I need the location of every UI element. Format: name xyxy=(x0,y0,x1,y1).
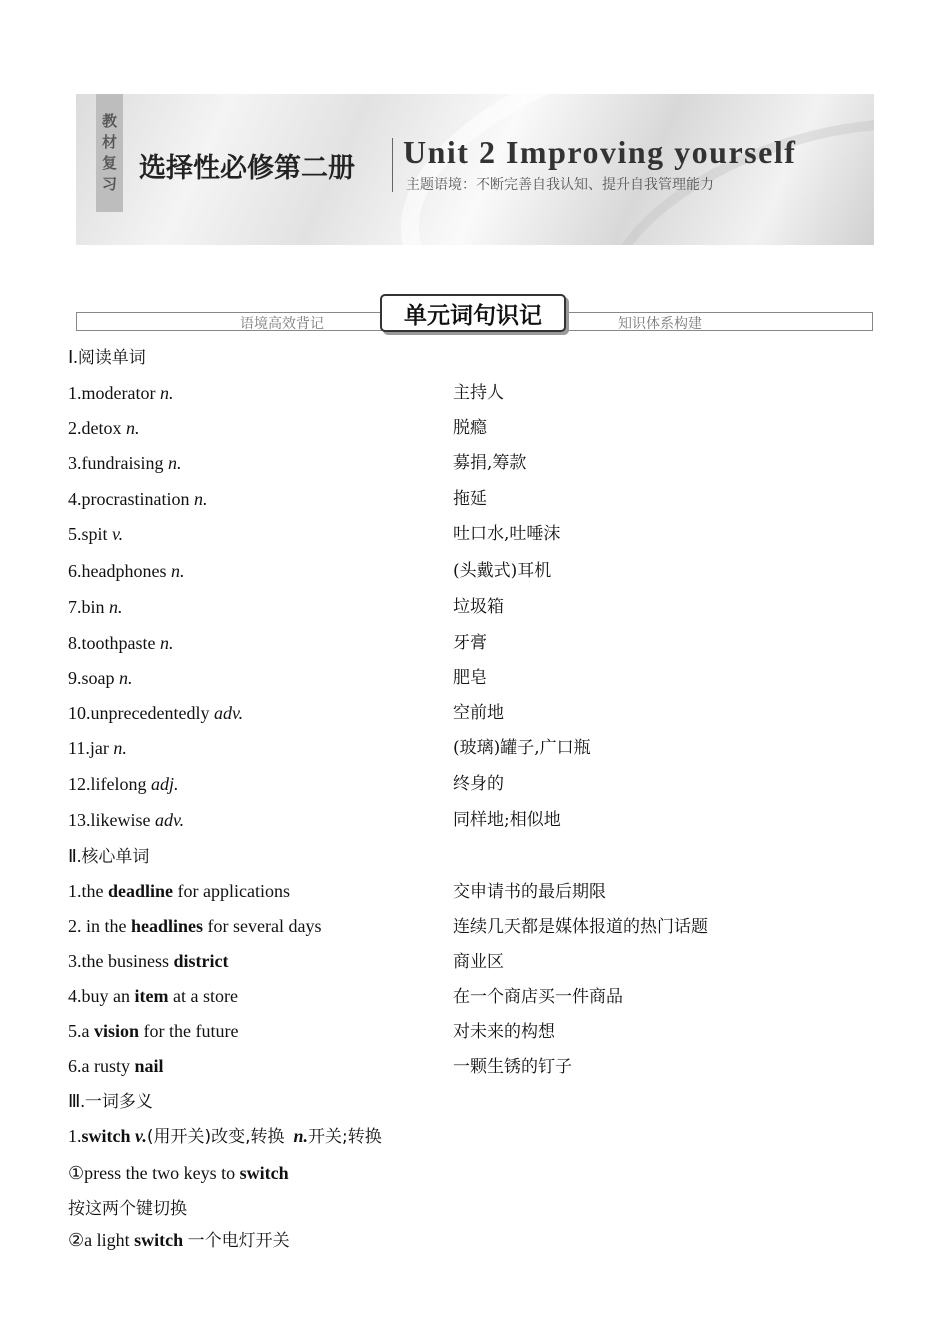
entry-number: 1. xyxy=(68,1126,82,1146)
part-of-speech: n. xyxy=(167,453,182,473)
example-key: switch xyxy=(239,1163,289,1183)
reading-word-meaning: 同样地;相似地 xyxy=(453,810,561,830)
example-mark: ① xyxy=(68,1163,85,1183)
core-phrase xyxy=(68,985,238,1007)
translation-key: 构想 xyxy=(521,1022,555,1042)
core-phrase-translation xyxy=(453,1055,572,1078)
reading-word-meaning: (玻璃)罐子,广口瓶 xyxy=(453,738,591,758)
reading-word-row xyxy=(68,632,174,654)
core-phrase-translation xyxy=(453,915,708,938)
core-phrase-translation xyxy=(453,985,623,1008)
heading-number: Ⅱ. xyxy=(68,846,82,866)
part-of-speech: adv. xyxy=(155,810,185,830)
reading-word-row xyxy=(68,596,123,618)
reading-word: 9.soap xyxy=(68,668,115,688)
reading-word-row xyxy=(68,560,184,582)
phrase-text: 3.the business xyxy=(68,951,174,971)
phrase-text: 5.a xyxy=(68,1021,94,1041)
part-of-speech: n. xyxy=(119,668,133,688)
heading-text: 一词多义 xyxy=(84,1092,153,1112)
translation-text: 交申请书的 xyxy=(453,882,538,902)
reading-word: 5.spit xyxy=(68,524,108,544)
example-text: press the two keys to xyxy=(84,1163,240,1183)
translation-text: 在一个商店买 xyxy=(453,987,555,1007)
core-phrase xyxy=(68,880,290,902)
phrase-text: for applications xyxy=(173,881,290,901)
phrase-text: for the future xyxy=(139,1021,239,1041)
core-phrase-translation xyxy=(453,950,504,973)
title-divider xyxy=(392,138,393,192)
side-tab-char: 习 xyxy=(101,175,117,193)
translation-key: 最后期限 xyxy=(538,882,606,902)
reading-word: 11.jar xyxy=(68,738,109,758)
section-bar-left-label: 语境高效背记 xyxy=(240,316,324,332)
reading-word: 12.lifelong xyxy=(68,774,147,794)
translation-text: 一颗生锈的 xyxy=(453,1057,538,1077)
part-of-speech: adv. xyxy=(213,703,244,723)
reading-word-row xyxy=(68,523,123,545)
example-2 xyxy=(68,1229,290,1252)
example-cn-key: 开关 xyxy=(255,1231,290,1251)
reading-word-meaning: 吐口水,吐唾沫 xyxy=(453,524,561,544)
reading-word-meaning: 垃圾箱 xyxy=(453,597,504,617)
section-title-box: 单元词句识记 xyxy=(380,294,566,332)
part-of-speech: n. xyxy=(159,383,174,403)
reading-word-row xyxy=(68,737,127,759)
reading-word: 2.detox xyxy=(68,418,122,438)
part-of-speech: v. xyxy=(112,524,124,544)
translation-key: 一件商品 xyxy=(555,987,623,1007)
core-word: nail xyxy=(134,1056,164,1076)
translation-key: 钉子 xyxy=(538,1057,572,1077)
core-phrase-translation xyxy=(453,1020,555,1043)
heading-text: 阅读单词 xyxy=(77,348,146,368)
entry-word: switch xyxy=(81,1126,131,1146)
example-1-english xyxy=(68,1162,289,1184)
core-phrase xyxy=(68,1055,164,1077)
phrase-text: at a store xyxy=(168,986,238,1006)
reading-word-meaning: 肥皂 xyxy=(453,668,487,688)
reading-word: 8.toothpaste xyxy=(68,633,156,653)
part-of-speech: n. xyxy=(170,561,185,581)
book-title: 选择性必修第二册 xyxy=(139,153,355,184)
example-mark: ② xyxy=(68,1230,85,1250)
core-word: headlines xyxy=(131,916,204,936)
reading-word-row xyxy=(68,809,184,831)
reading-word-row xyxy=(68,702,243,724)
entry-definition-1: (用开关)改变,转换 xyxy=(146,1127,285,1147)
unit-title: Unit 2 Improving yourself xyxy=(403,134,797,170)
core-word: deadline xyxy=(108,881,174,901)
reading-word-row xyxy=(68,667,133,689)
reading-word: 1.moderator xyxy=(68,383,156,403)
core-phrase-translation xyxy=(453,880,606,903)
phrase-text: for several days xyxy=(203,916,322,936)
side-tab-char: 教 xyxy=(101,112,117,130)
entry-pos-2: n. xyxy=(293,1126,309,1146)
part-of-speech: n. xyxy=(193,489,208,509)
part-of-speech: n. xyxy=(113,738,127,758)
example-key: switch xyxy=(134,1230,184,1250)
entry-pos-1: v. xyxy=(135,1126,147,1146)
unit-banner xyxy=(76,94,874,245)
reading-word-meaning: (头戴式)耳机 xyxy=(453,561,552,581)
reading-word: 3.fundraising xyxy=(68,453,164,473)
polysemy-entry xyxy=(68,1125,382,1148)
side-tab-char: 材 xyxy=(101,133,117,151)
translation-text: 商业 xyxy=(453,952,487,972)
core-word: district xyxy=(173,951,229,971)
part-of-speech: n. xyxy=(126,418,140,438)
reading-word: 10.unprecedentedly xyxy=(68,703,210,723)
core-word: vision xyxy=(94,1021,140,1041)
reading-word: 7.bin xyxy=(68,597,105,617)
translation-key: 区 xyxy=(487,952,504,972)
translation-text: 对未来的 xyxy=(453,1022,521,1042)
reading-word-meaning: 终身的 xyxy=(453,774,504,794)
side-tab-textbook-review xyxy=(96,94,123,212)
entry-definition-2: 开关;转换 xyxy=(308,1127,382,1147)
heading-number: Ⅲ. xyxy=(68,1091,85,1111)
reading-word-meaning: 空前地 xyxy=(453,703,504,723)
phrase-text: 1.the xyxy=(68,881,108,901)
reading-word: 6.headphones xyxy=(68,561,167,581)
reading-word-row xyxy=(68,452,181,474)
reading-word-meaning: 主持人 xyxy=(453,383,504,403)
core-word: item xyxy=(134,986,169,1006)
part-of-speech: n. xyxy=(109,597,123,617)
part2-heading xyxy=(68,845,149,868)
reading-word-row xyxy=(68,488,207,510)
translation-key: 媒体报道的热门话题 xyxy=(555,917,708,937)
side-tab-char: 复 xyxy=(101,154,117,172)
reading-word-meaning: 脱瘾 xyxy=(453,418,487,438)
core-phrase xyxy=(68,950,228,972)
example-cn-key: 切换 xyxy=(153,1199,187,1219)
heading-number: Ⅰ. xyxy=(68,347,78,367)
reading-word-meaning: 募捐,筹款 xyxy=(453,453,527,473)
reading-word-meaning: 牙膏 xyxy=(453,633,487,653)
phrase-text: 4.buy an xyxy=(68,986,135,1006)
example-cn-text: 一个电灯 xyxy=(187,1231,256,1251)
part3-heading xyxy=(68,1090,153,1113)
part-of-speech: n. xyxy=(160,633,174,653)
section-bar-right-label: 知识体系构建 xyxy=(618,316,702,332)
example-cn-text: 按这两个键 xyxy=(68,1199,153,1219)
reading-word-row xyxy=(68,773,179,795)
reading-word: 4.procrastination xyxy=(68,489,190,509)
core-phrase xyxy=(68,1020,239,1042)
phrase-text: 2. in the xyxy=(68,916,131,936)
reading-word-meaning: 拖延 xyxy=(453,489,487,509)
example-1-chinese xyxy=(68,1197,187,1220)
reading-word-row xyxy=(68,417,140,439)
phrase-text: 6.a rusty xyxy=(68,1056,135,1076)
translation-text: 连续几天都是 xyxy=(453,917,555,937)
example-text: a light xyxy=(84,1230,135,1250)
part-of-speech: adj. xyxy=(151,774,179,794)
part1-heading xyxy=(68,346,146,369)
reading-word-row xyxy=(68,382,173,404)
heading-text: 核心单词 xyxy=(81,847,150,867)
core-phrase xyxy=(68,915,321,937)
unit-theme: 主题语境：不断完善自我认知、提升自我管理能力 xyxy=(406,177,714,193)
reading-word: 13.likewise xyxy=(68,810,151,830)
